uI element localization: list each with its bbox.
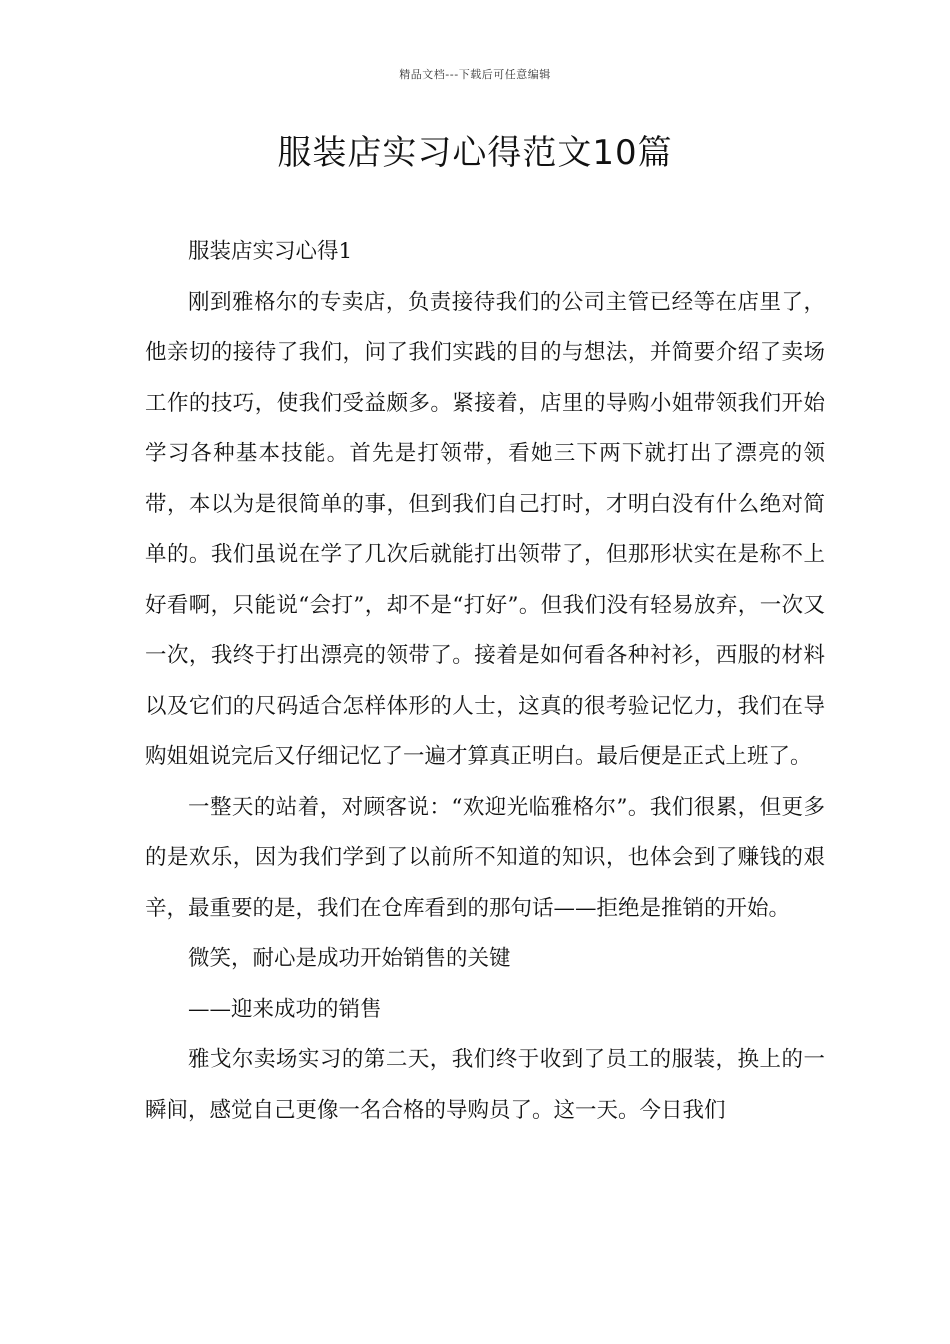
- section-heading: 服装店实习心得1: [188, 239, 353, 264]
- paragraph: 雅戈尔卖场实习的第二天，我们终于收到了员工的服装，换上的一瞬间，感觉自己更像一名合格的导购员了。这一天。今日我们: [145, 1047, 825, 1123]
- paragraph: 微笑，耐心是成功开始销售的关键: [188, 946, 511, 971]
- document-body: [145, 227, 825, 1136]
- paragraph: 刚到雅格尔的专卖店，负责接待我们的公司主管已经等在店里了，他亲切的接待了我们，问了我们实践的目的与想法，并简要介绍了卖场工作的技巧，使我们受益颇多。紧接着，店里的导购小姐带领我们开始学习各种基本技能。首先是打领带，看她三下两下就打出了漂亮的领带，本以为是很简单的事，但到我们自己打时，才明白没有什么绝对简单的。我们虽说在学了几次后就能打出领带了，但那形状实在是称不上好看啊，只能说“会打”，却不是“打好”。但我们没有轻易放弃，一次又一次，我终于打出漂亮的领带了。接着是如何看各种衬衫，西服的材料以及它们的尺码适合怎样体形的人士，这真的很考验记忆力，我们在导购姐姐说完后又仔细记忆了一遍才算真正明白。最后便是正式上班了。: [145, 289, 825, 769]
- paragraph: ——迎来成功的销售: [188, 996, 382, 1022]
- paragraph: 一整天的站着，对顾客说：“欢迎光临雅格尔”。我们很累，但更多的是欢乐，因为我们学到了以前所不知道的知识，也体会到了赚钱的艰辛，最重要的是，我们在仓库看到的那句话——拒绝是推销的开始。: [145, 794, 825, 921]
- document-title: 服装店实习心得范文10篇: [277, 133, 673, 173]
- header-note: 精品文档---下载后可任意编辑: [399, 68, 551, 81]
